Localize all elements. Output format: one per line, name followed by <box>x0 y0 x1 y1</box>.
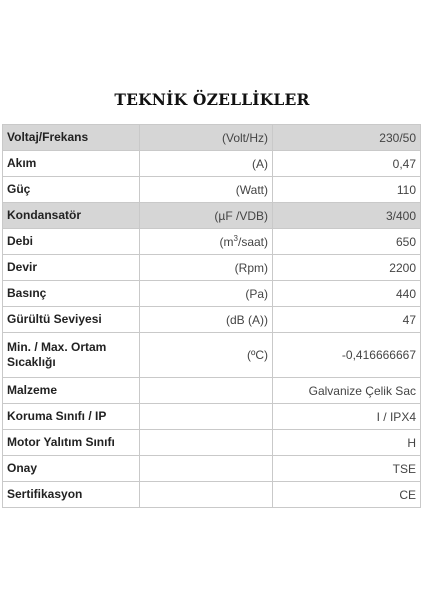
row-label: Kondansatör <box>3 203 140 229</box>
row-label: Basınç <box>3 281 140 307</box>
table-row <box>3 255 421 281</box>
table-row <box>3 151 421 177</box>
unit-suffix: /saat) <box>237 234 268 249</box>
row-label: Debi <box>3 229 140 255</box>
row-label: Devir <box>3 255 140 281</box>
row-label: Motor Yalıtım Sınıfı <box>3 430 140 456</box>
table-row <box>3 404 421 430</box>
row-value: 47 <box>273 307 421 333</box>
table-row <box>3 456 421 482</box>
row-unit: (Watt) <box>140 177 273 203</box>
label-line-2: Sıcaklığı <box>7 355 56 369</box>
row-value: 440 <box>273 281 421 307</box>
row-value: 230/50 <box>273 125 421 151</box>
row-unit: (Volt/Hz) <box>140 125 273 151</box>
row-value: 0,47 <box>273 151 421 177</box>
unit-superscript: 3 <box>233 233 238 243</box>
row-unit <box>140 404 273 430</box>
table-row <box>3 333 421 378</box>
row-unit <box>140 430 273 456</box>
row-unit <box>140 378 273 404</box>
row-unit: (ºC) <box>140 333 273 378</box>
table-row <box>3 281 421 307</box>
row-unit <box>140 456 273 482</box>
row-value: CE <box>273 482 421 508</box>
row-label: Gürültü Seviyesi <box>3 307 140 333</box>
row-value: H <box>273 430 421 456</box>
table-row <box>3 229 421 255</box>
row-unit <box>140 229 273 255</box>
table-row <box>3 125 421 151</box>
unit-prefix: (m <box>219 234 234 249</box>
table-row <box>3 378 421 404</box>
row-label: Koruma Sınıfı / IP <box>3 404 140 430</box>
table-row <box>3 430 421 456</box>
row-value: 110 <box>273 177 421 203</box>
row-label: Voltaj/Frekans <box>3 125 140 151</box>
row-value: -0,416666667 <box>273 333 421 378</box>
spec-table <box>2 124 421 508</box>
row-value: 650 <box>273 229 421 255</box>
page-title: TEKNİK ÖZELLİKLER <box>114 90 310 109</box>
row-label: Malzeme <box>3 378 140 404</box>
row-value: 2200 <box>273 255 421 281</box>
row-label <box>3 333 140 378</box>
row-value: I / IPX4 <box>273 404 421 430</box>
row-label: Akım <box>3 151 140 177</box>
row-unit <box>140 482 273 508</box>
row-value: TSE <box>273 456 421 482</box>
row-unit: (A) <box>140 151 273 177</box>
table-row <box>3 307 421 333</box>
table-row <box>3 203 421 229</box>
row-value: 3/400 <box>273 203 421 229</box>
row-label: Güç <box>3 177 140 203</box>
row-label: Sertifikasyon <box>3 482 140 508</box>
row-unit: (Pa) <box>140 281 273 307</box>
table-row <box>3 177 421 203</box>
row-label: Onay <box>3 456 140 482</box>
label-line-1: Min. / Max. Ortam <box>7 340 107 354</box>
row-unit: (µF /VDB) <box>140 203 273 229</box>
table-row <box>3 482 421 508</box>
row-unit: (Rpm) <box>140 255 273 281</box>
row-unit: (dB (A)) <box>140 307 273 333</box>
row-value: Galvanize Çelik Sac <box>273 378 421 404</box>
